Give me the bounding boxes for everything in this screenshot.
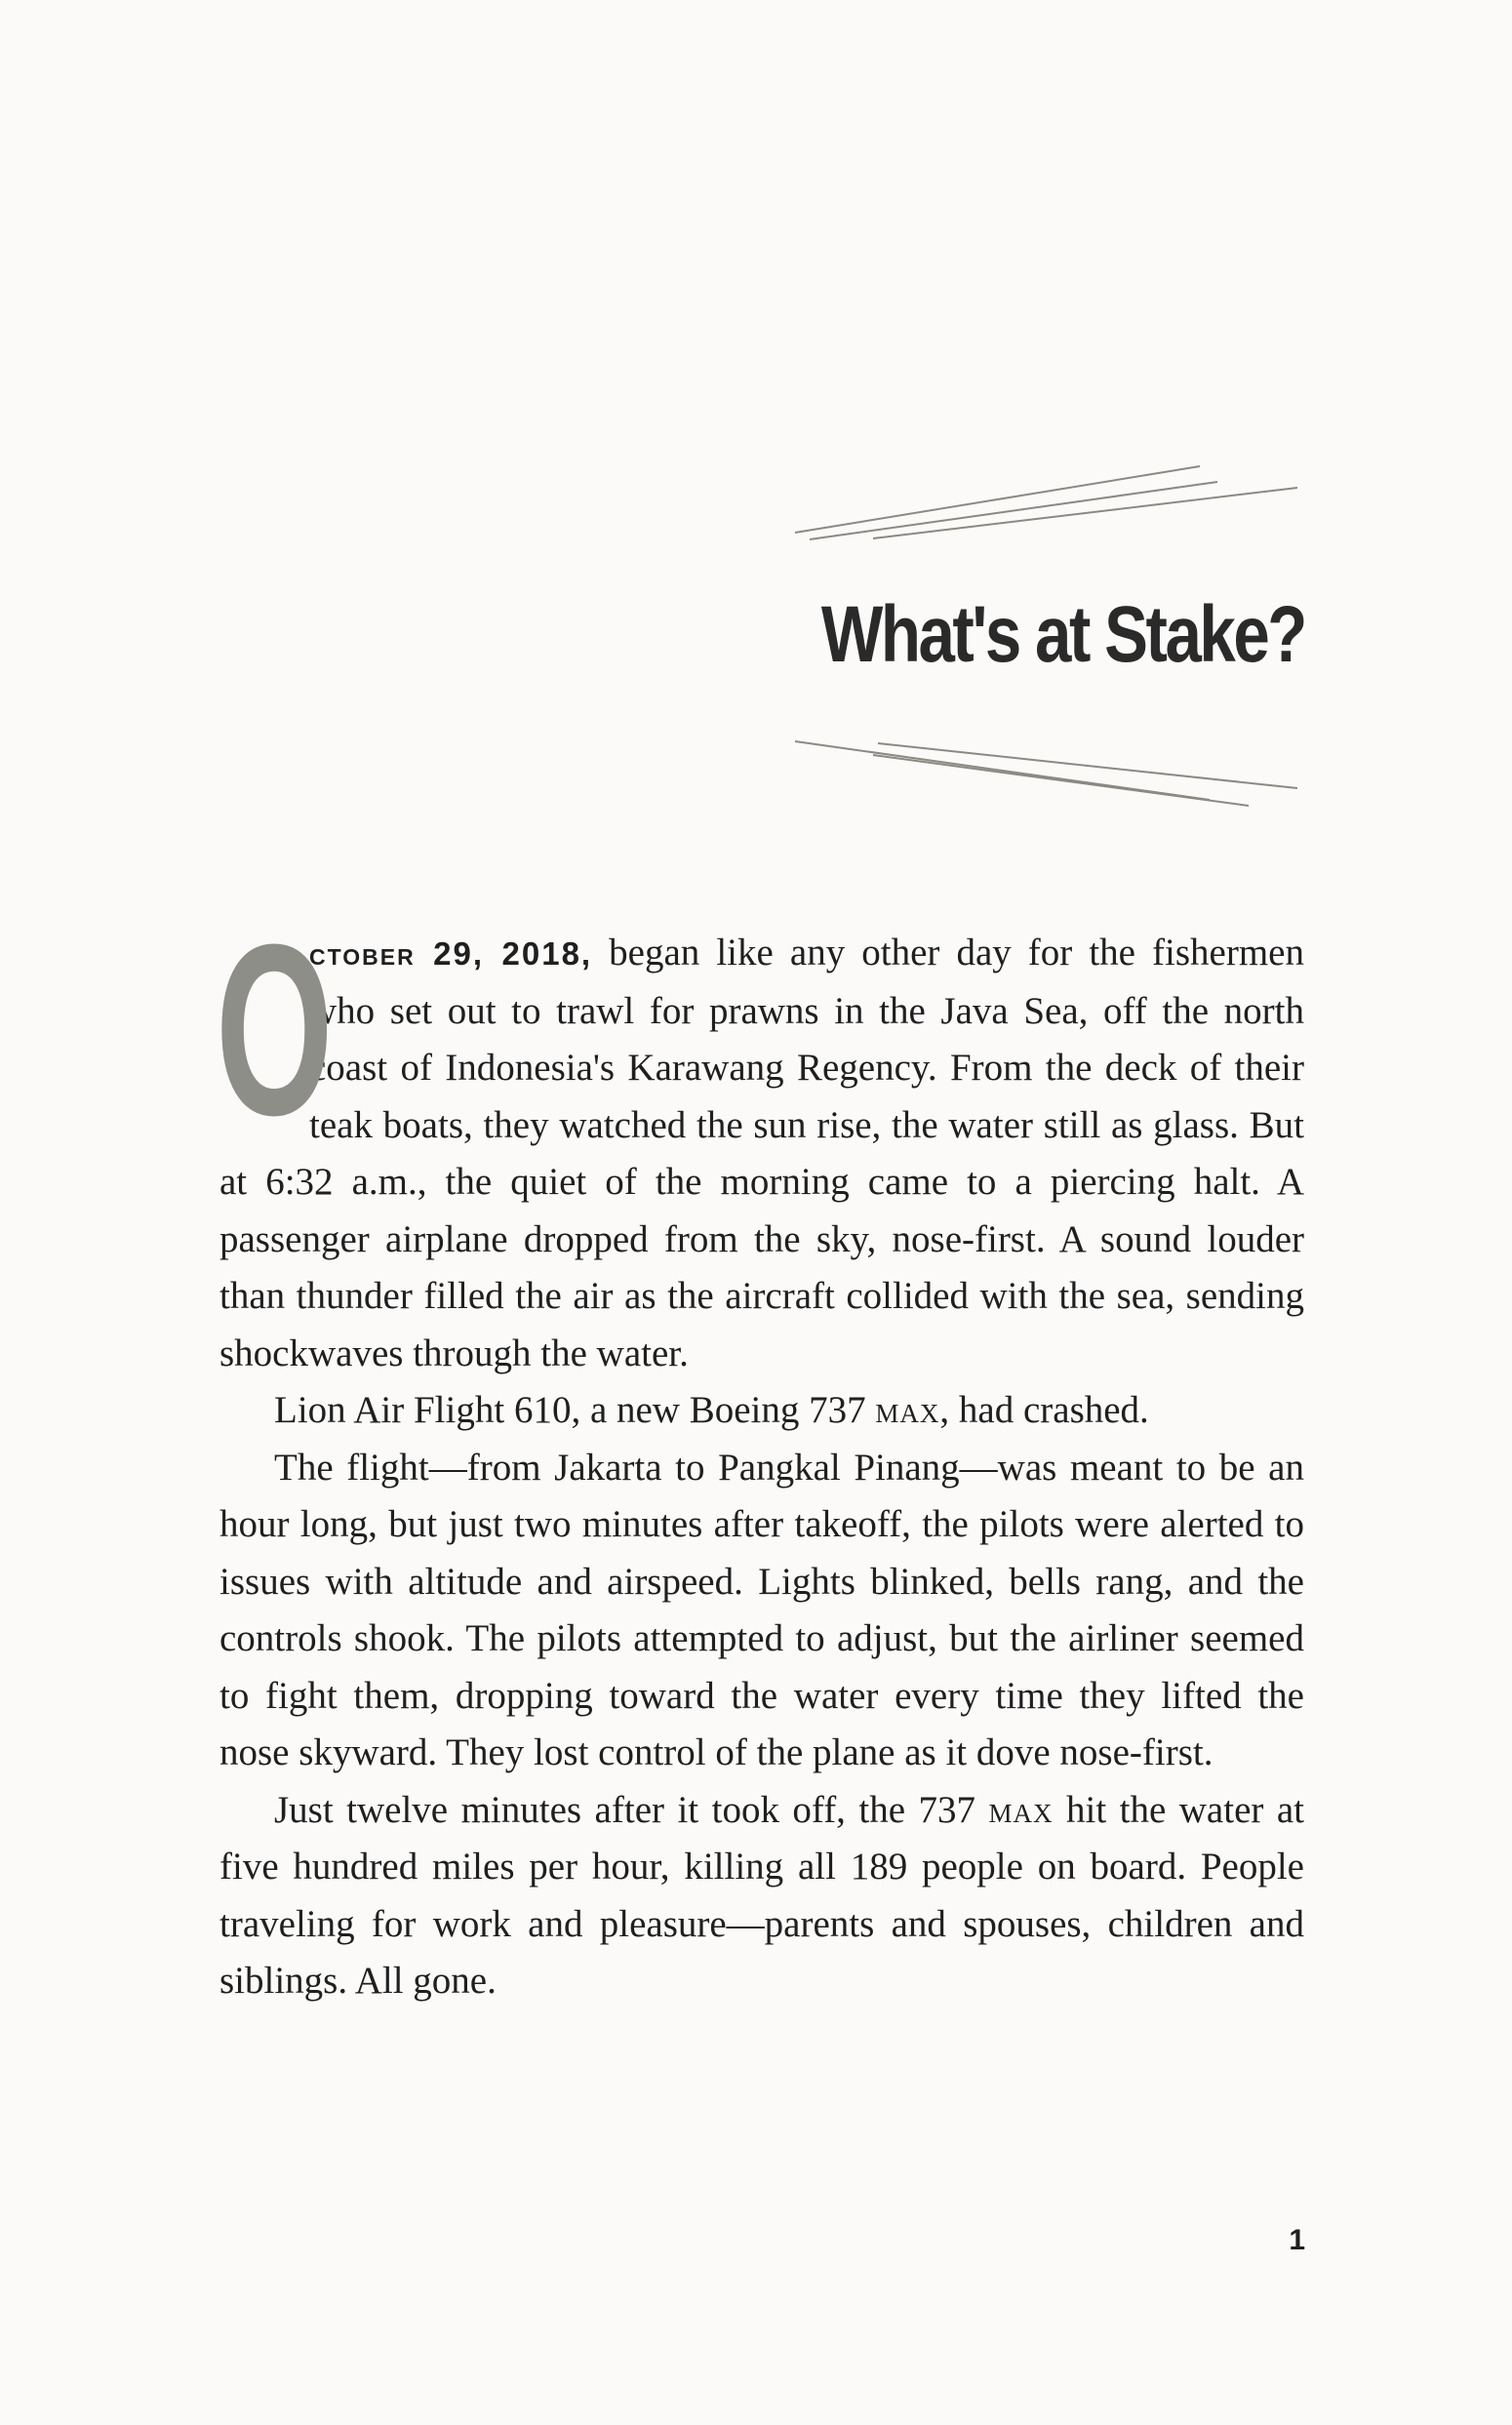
top-line-2: [810, 482, 1217, 539]
chapter-title: What's at Stake?: [820, 590, 1305, 679]
paragraph-crash-max: max: [875, 1389, 940, 1431]
opening-text: began like any other day for the fishermen who set out to trawl for prawns in the Java Sea, off the north coast of Indonesia's Karawang Regency. From the deck of their teak boats, they watched the sun rise, the water still as glass. But at 6:32 a.m., the quiet of the morning came to a piercing halt. A passenger airplane dropped from the sky, nose-first. A sound louder than thunder filled the air as the aircraft collided with the sea, sending shockwaves through the water.: [219, 932, 1304, 1374]
paragraph-impact-max: max: [988, 1788, 1054, 1831]
paragraph-crash-text-1: Lion Air Flight 610, a new Boeing 737: [274, 1389, 876, 1431]
opening-paragraph: [216, 894, 1304, 1382]
paragraph-crash-text-2: , had crashed.: [939, 1389, 1149, 1431]
drop-cap: O: [216, 894, 334, 1166]
paragraph-impact-text-1: Just twelve minutes after it took off, the 737: [274, 1788, 989, 1831]
paragraph-impact-text-2: hit the water at five hundred miles per hour, killing all 189 people on board. People traveling for work and pleasure—parents and spouses, children and siblings. All gone.: [219, 1788, 1304, 2002]
page-number: 1: [1289, 2224, 1305, 2256]
paragraph-flight: The flight—from Jakarta to Pangkal Pinang—was meant to be an hour long, but just two minutes after takeoff, the pilots were alerted to issues with altitude and airspeed. Lights blinked, bells rang, and the controls shook. The pilots attempted to adjust, but the airliner seemed to fight them, dropping toward the water every time they lifted the nose skyward. They lost control of the plane as it dove nose-first.: [219, 1446, 1304, 1773]
body-text: [216, 894, 1304, 2010]
top-line-3: [873, 488, 1297, 538]
opening-date: ctober 29, 2018,: [309, 935, 593, 972]
bottom-line-2: [878, 743, 1297, 788]
paragraph-crash: [219, 1382, 1304, 1440]
paragraph-impact: [219, 1782, 1304, 2010]
